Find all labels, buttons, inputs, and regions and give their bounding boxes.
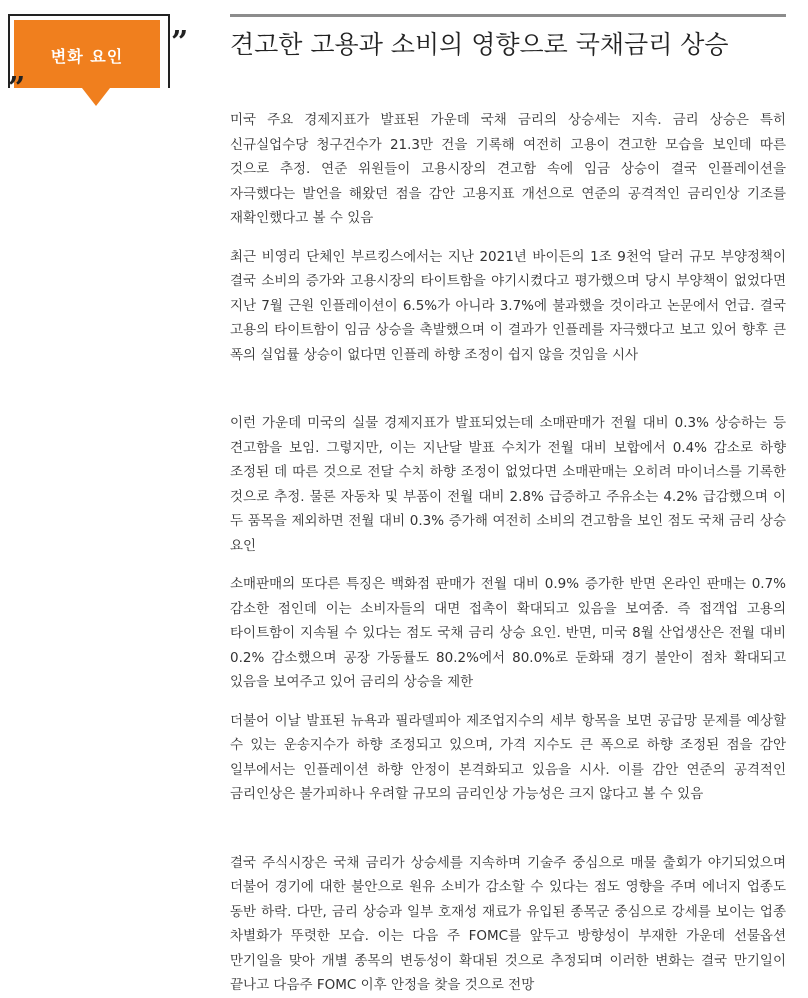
paragraph: 미국 주요 경제지표가 발표된 가운데 국채 금리의 상승세는 지속. 금리 상승은 특히 신규실업수당 청구건수가 21.3만 건을 기록해 여전히 고용이 견고한 모습을 보인데 따른 것으로 추정. 연준 위원들이 고용시장의 견고함 속에 임금 상승이 결국 인플레이션을 자극했다는 발언을 해왔던 점을 감안 고용지표 개선으로 연준의 공격적인 금리인상 기조를 재확인했다고 볼 수 있음: [230, 112, 786, 226]
badge-tail: [82, 88, 110, 106]
paragraph: 소매판매의 또다른 특징은 백화점 판매가 전월 대비 0.9% 증가한 반면 온라인 판매는 0.7% 감소한 점인데 이는 소비자들의 대면 접촉이 확대되고 있음을 보여줌. 즉 접객업 고용의 타이트함이 지속될 수 있다는 점도 국채 금리 상승 요인. 반면, 미국 8월 산업생산은 전월 대비 0.2% 감소했으며 공장 가동률도 80.2%에서 80.0%로 둔화돼 경기 불안이 점차 확대되고 있음을 보여주고 있어 금리의 상승을 제한: [230, 576, 786, 690]
close-quote-mark: ”: [171, 25, 189, 60]
paragraph: 더불어 이날 발표된 뉴욕과 필라델피아 제조업지수의 세부 항목을 보면 공급망 문제를 예상할 수 있는 운송지수가 하향 조정되고 있으며, 가격 지수도 큰 폭으로 하향 조정된 점을 감안 일부에서는 인플레이션 하향 안정이 본격화되고 있음을 시사. 이를 감안 연준의 공격적인 금리인상은 불가피하나 우려할 규모의 금리인상 가능성은 크지 않다고 볼 수 있음: [230, 712, 786, 802]
badge-label: 변화 요인: [50, 47, 124, 66]
section-badge: [8, 14, 189, 108]
paragraph: 결국 주식시장은 국채 금리가 상승세를 지속하며 기술주 중심으로 매물 출회가 야기되었으며 더불어 경기에 대한 불안으로 원유 소비가 감소할 수 있다는 점도 영향을 주며 에너지 업종도 동반 하락. 다만, 금리 상승과 일부 호재성 재료가 유입된 종목군 중심으로 강세를 보이는 업종 차별화가 뚜렷한 모습. 이는 다음 주 FOMC를 앞두고 방향성이 부재한 가운데 선물옵션 만기일을 맞아 개별 종목의 변동성이 확대된 것으로 추정되며 이러한 변화는 결국 만기일이 끝나고 다음주 FOMC 이후 안정을 찾을 것으로 전망: [230, 854, 786, 993]
paragraph: 최근 비영리 단체인 부르킹스에서는 지난 2021년 바이든의 1조 9천억 달러 규모 부양정책이 결국 소비의 증가와 고용시장의 타이트함을 야기시켰다고 평가했으며 당시 부양책이 없었다면 지난 7월 근원 인플레이션이 6.5%가 아니라 3.7%에 불과했을 것이라고 논문에서 언급. 결국 고용의 타이트함이 임금 상승을 촉발했으며 이 결과가 인플레를 자극했다고 보고 있어 향후 큰 폭의 실업률 상승이 없다면 인플레 하향 조정이 쉽지 않을 것임을 시사: [230, 248, 786, 363]
page-title: 견고한 고용과 소비의 영향으로 국채금리 상승: [230, 30, 729, 59]
badge-frame-right: [168, 14, 170, 88]
badge-frame-top: [8, 14, 170, 16]
open-quote-mark: ”: [8, 71, 26, 106]
article-body: [230, 108, 786, 998]
header-rule: [230, 14, 786, 17]
paragraph: 이런 가운데 미국의 실물 경제지표가 발표되었는데 소매판매가 전월 대비 0.3% 상승하는 등 견고함을 보임. 그렇지만, 이는 지난달 발표 수치가 전월 대비 보합에서 0.4% 감소로 하향 조정된 데 따른 것으로 전달 수치 하향 조정이 없었다면 소매판매는 오히려 마이너스를 기록한 것으로 추정. 물론 자동차 및 부품이 전월 대비 2.8% 급증하고 주유소는 4.2% 급감했으며 이 두 품목을 제외하면 전월 대비 0.3% 증가해 여전히 소비의 견고함을 보인 점도 국채 금리 상승 요인: [230, 415, 786, 554]
